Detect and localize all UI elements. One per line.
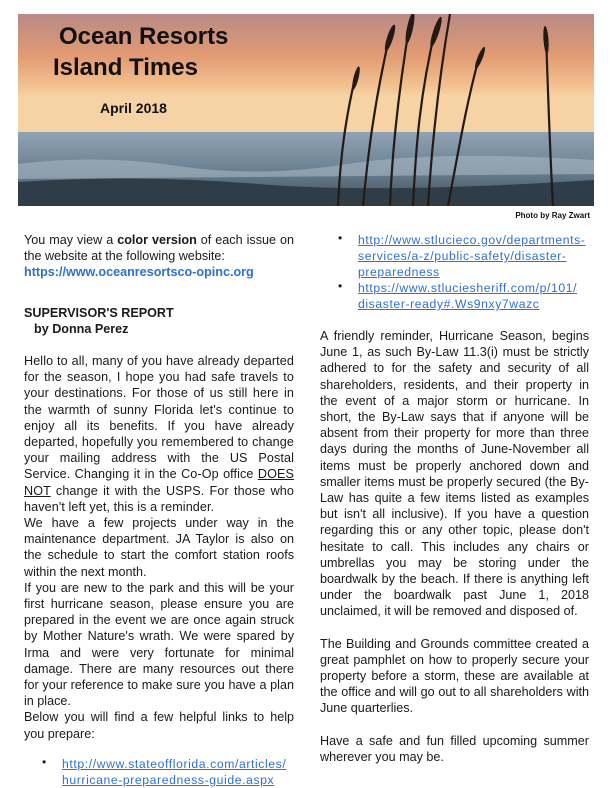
paragraph-4: Below you will find a few helpful links to help you prepare: (24, 710, 294, 741)
bullet-icon: • (42, 754, 47, 769)
florida-guide-link[interactable]: http://www.stateofflorida.com/articles/ hurricane-preparedness-guide.aspx (62, 756, 287, 787)
website-link[interactable]: https://www.oceanresortsco-opinc.org (24, 265, 254, 280)
section-heading: SUPERVISOR'S REPORT (24, 305, 174, 320)
sheriff-disaster-link[interactable]: https://www.stluciesheriff.com/p/101/ disaster-ready#.Ws9nxy7wazc (358, 281, 578, 311)
banner-photo (18, 14, 594, 206)
link-list-right (320, 232, 589, 312)
paragraph-7: Have a safe and fun filled upcoming summer wherever you may be. (320, 733, 589, 764)
list-item (24, 756, 294, 788)
paragraph-3: If you are new to the park and this will be your first hurricane season, please ensure you are prepared in the event we are once again struck by Mother Nature's wrath. We were spared by Irma and were very fortunate for minimal damage. There are many resources out there for your reference to make sure you have a plan in place. (24, 580, 294, 709)
newsletter-title-line1: Ocean Resorts (59, 23, 229, 50)
byline: by Donna Perez (34, 321, 129, 336)
photo-credit: Photo by Ray Zwart (515, 211, 590, 220)
issue-date: April 2018 (100, 100, 167, 116)
paragraph-5: A friendly reminder, Hurricane Season, begins June 1, as such By-Law 11.3(i) must be strictly adhered to for the safety and security of all shareholders, residents, and their property in the event of a major storm or hurricane. In short, the By-Law says that if anyone will be absent from their property for more than three days during the months of June-November all items must be properly anchored down and smaller items must be properly secured (the By-Law has quite a few items listed as examples but isn't all inclusive). If you have a question regarding this or any other topic, please don't hesitate to call. This includes any chairs or umbrellas you may be storing under the boardwalk by the beach. If there is anything left under the boardwalk past June 1, 2018 unclaimed, it will be removed and disposed of. (320, 329, 589, 619)
paragraph-1: Hello to all, many of you have already departed for the season, I hope you had safe travels to your destinations. For those of us still here in the warmth of sunny Florida let's continue to enjoy all its benefits. If you have already departed, hopefully you remembered to change your mailing address with the US Postal Service. Changing it in the Co-Op office DOES NOT change it with the USPS. For those who haven't left yet, this is a reminder. (24, 354, 294, 514)
left-column (24, 232, 294, 788)
paragraph-2: We have a few projects under way in the maintenance department. JA Taylor is also on the schedule to start the comfort station roofs within the next month. (24, 516, 294, 579)
intro-paragraph: You may view a color version of each issue on the website at the following website: https://www.oceanresortsco-opinc.org (24, 233, 295, 280)
newsletter-title-line2: Island Times (53, 54, 198, 81)
county-preparedness-link[interactable]: http://www.stlucieco.gov/departments- services/a-z/public-safety/disaster- preparedness (358, 233, 586, 279)
bullet-icon: • (338, 279, 343, 293)
list-item (320, 280, 589, 312)
bullet-icon: • (338, 231, 343, 245)
list-item (320, 232, 589, 280)
paragraph-6: The Building and Grounds committee created a great pamphlet on how to properly secure your property before a storm, these are available at the office and will go out to all shareholders with June quarterlies. (320, 636, 589, 716)
link-list-left (24, 756, 294, 788)
right-column (320, 232, 589, 765)
